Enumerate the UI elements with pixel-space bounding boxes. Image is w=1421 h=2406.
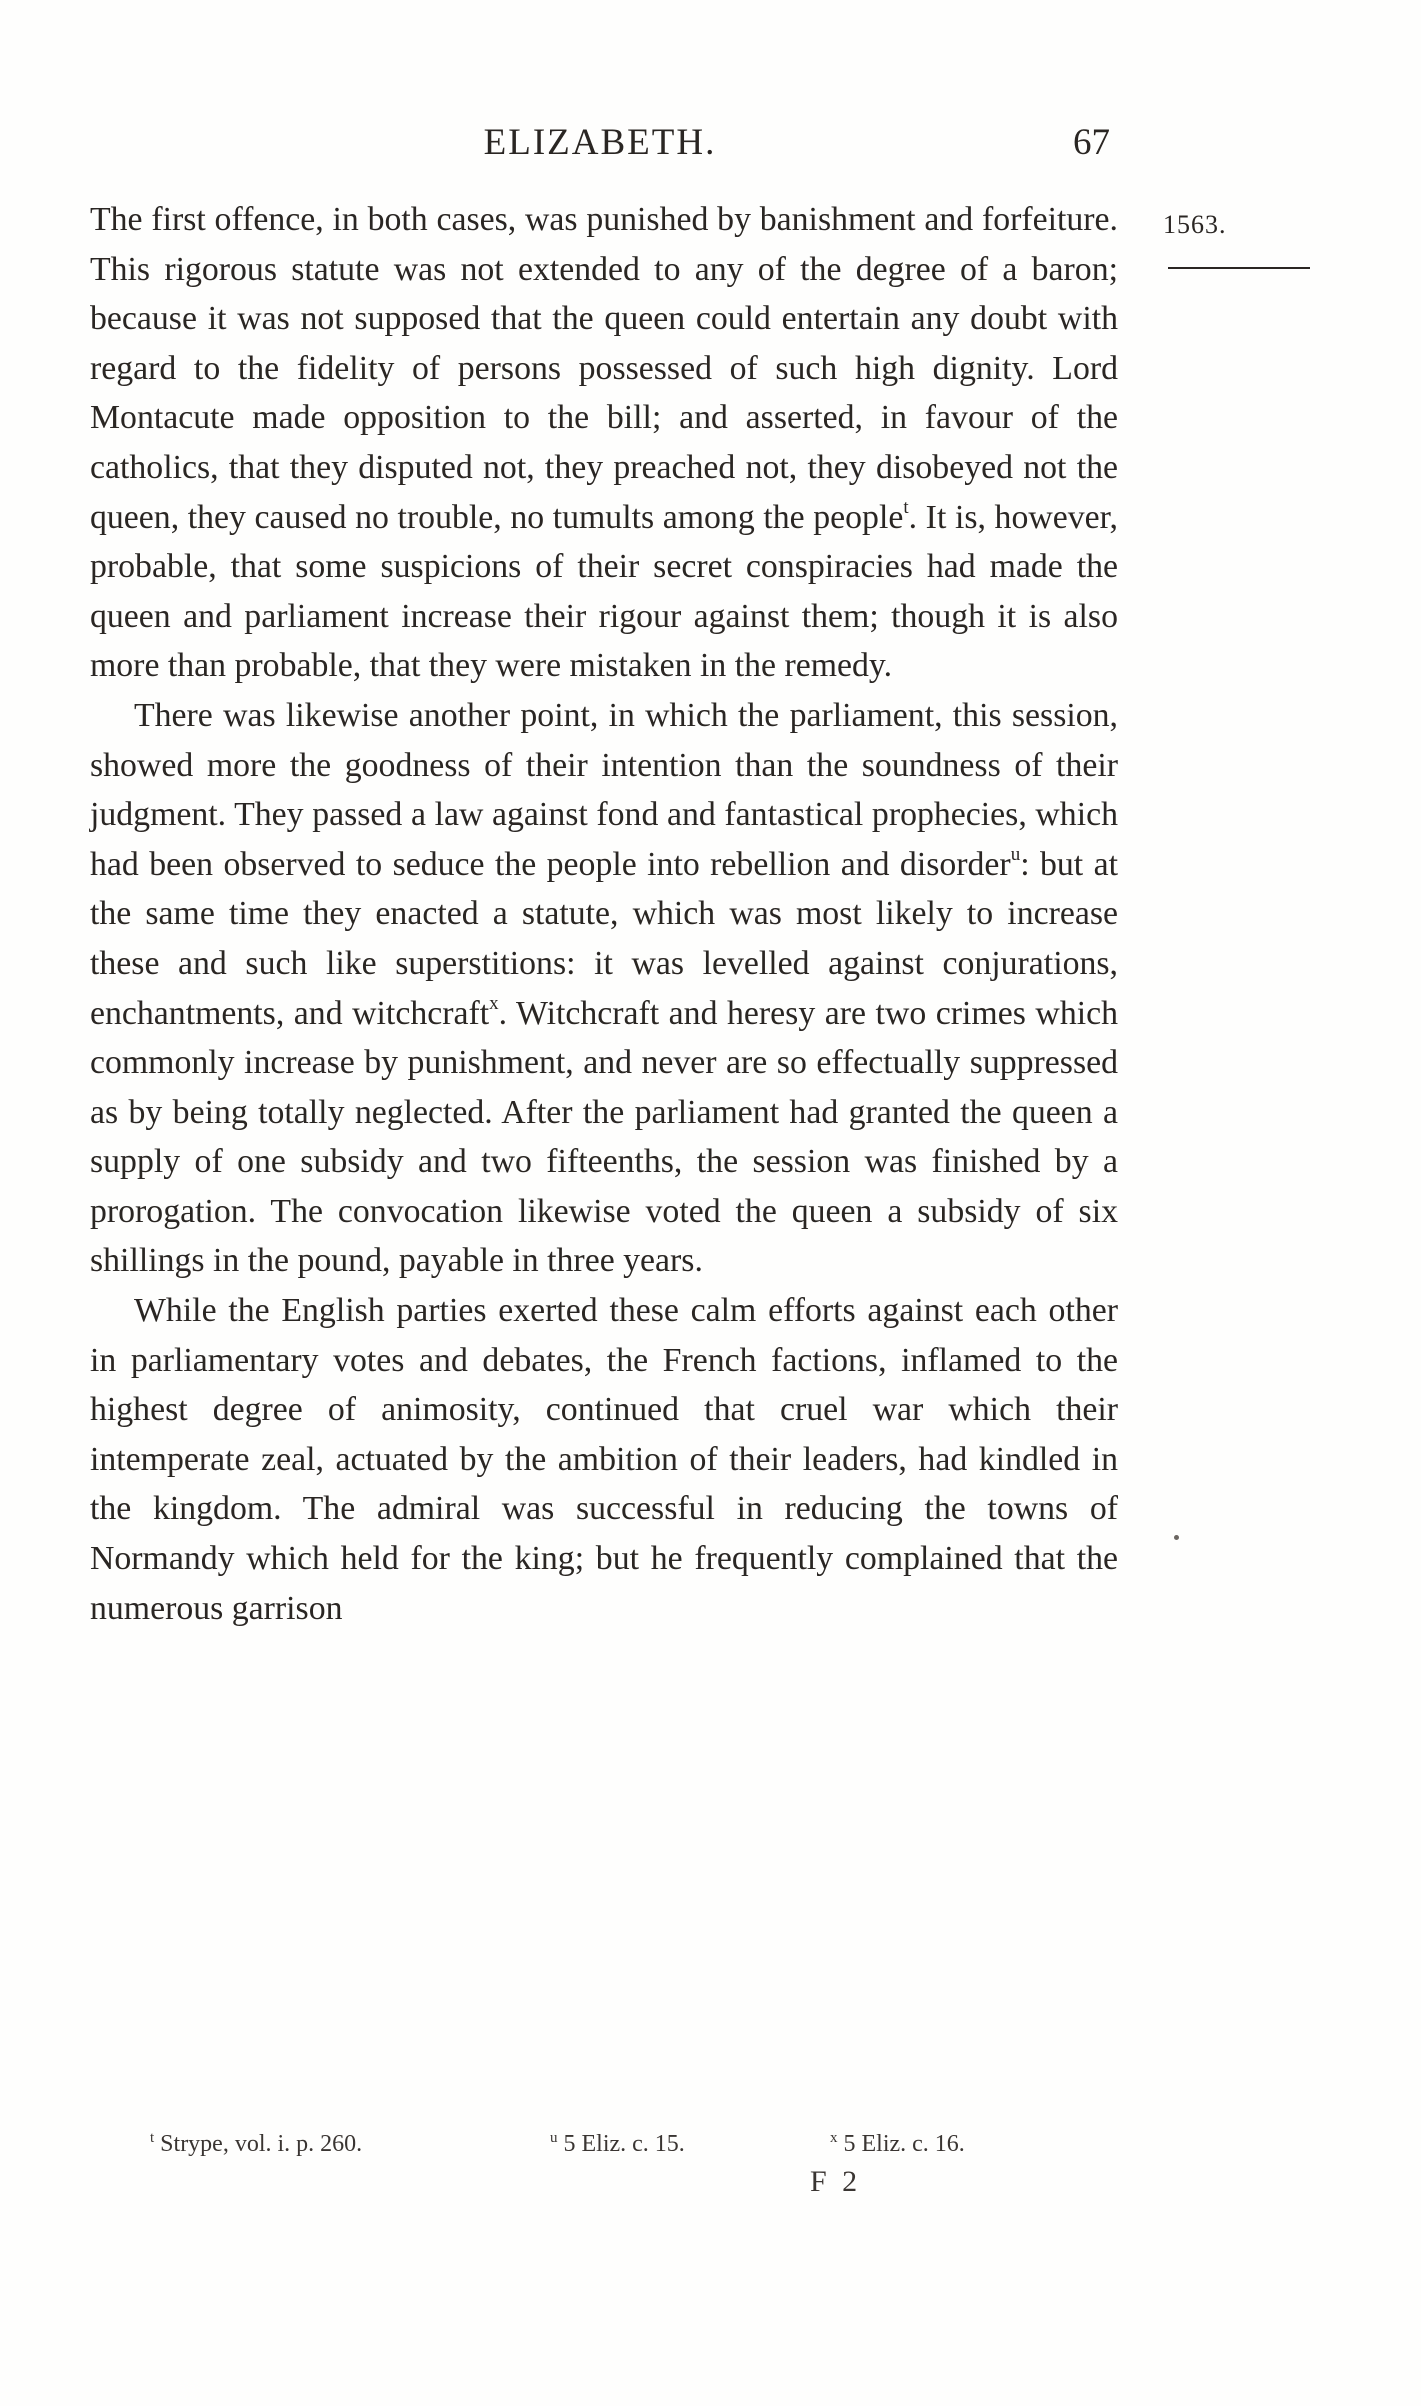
paragraph-1-text-2: . It is, however, probable, that some suspicions of their secret conspiracies had made the queen and parliament increase their rigour against them; though it is also more than probable, that they were mistaken in the remedy. [90,498,1119,685]
footnote-ref-x: x [489,992,499,1014]
paragraph-2-text-3: . Witchcraft and heresy are two crimes which commonly increase by punishment, and never are so effectually suppressed as by being totally neglected. After the parliament had granted the queen a supply of one subsidy and two fifteenths, the session was finished by a prorogation. The convocation likewise voted the queen a subsidy of six shillings in the pound, payable in three years. [90,994,1119,1280]
signature-mark: F 2 [810,2165,862,2198]
footnote-ref-u: u [1010,843,1021,865]
margin-dot [1174,1535,1179,1540]
footnote-ref-t: t [903,496,909,518]
footnote-2-text: 5 Eliz. c. 15. [563,2131,685,2157]
footnote-1-mark: t [150,2130,155,2146]
footnote-1-text: Strype, vol. i. p. 260. [160,2131,363,2157]
footnote-2-mark: u [550,2130,558,2146]
paragraph-2-text-1: There was likewise another point, in which the parliament, this session, showed more the goodness of their intention than the soundness of their judgment. They passed a law against fond and fantastical prophecies, which had been observed to seduce the people into rebellion and disorder [90,696,1118,883]
footnotes [150,2130,1090,2170]
footnote-3 [830,2130,965,2158]
margin-rule [1168,267,1310,269]
footnote-2 [550,2130,685,2158]
paragraph-3 [90,1286,1118,1633]
paragraph-3-text-1: While the English parties exerted these calm efforts against each other in parliamentary votes and debates, the French factions, inflamed to the highest degree of animosity, continued that cruel war which their intemperate zeal, actuated by the ambition of their leaders, had kindled in the kingdom. The admiral was successful in reducing the towns of Normandy which held for the king; but he frequently complained that the numerous garrison [90,1292,1118,1627]
paragraph-1 [90,195,1118,691]
paragraph-2 [90,691,1118,1286]
margin-year-note: 1563. [1163,210,1227,239]
running-title: ELIZABETH. [483,122,717,163]
page-number: 67 [1073,122,1110,163]
footnote-3-text: 5 Eliz. c. 16. [843,2131,965,2157]
main-text [90,195,1118,1633]
footnote-3-mark: x [830,2130,838,2146]
footnote-1 [150,2130,362,2158]
paragraph-1-text-1: The first offence, in both cases, was punished by banishment and forfeiture. This rigorous statute was not extended to any of the degree of a baron; because it was not supposed that the queen could entertain any doubt with regard to the fidelity of persons possessed of such high dignity. Lord Montacute made opposition to the bill; and asserted, in favour of the catholics, that they disputed not, they preached not, they disobeyed not the queen, they caused no trouble, no tumults among the people [90,201,1118,536]
paragraph-2-text-2: : but at the same time they enacted a statute, which was most likely to increase these and such like superstitions: it was levelled against conjurations, enchantments, and witchcraft [90,845,1118,1032]
running-head [90,118,1110,168]
